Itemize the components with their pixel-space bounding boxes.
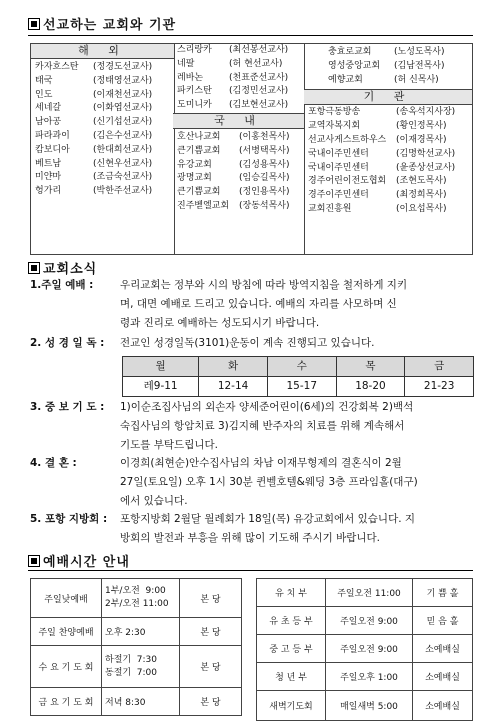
service-name: 금 요 기 도 회 [31, 688, 102, 716]
mission-person: (허 현선교사) [229, 58, 283, 69]
service-time: 하절기 7:30 동절기 7:00 [102, 646, 180, 688]
mission-entry [173, 131, 304, 145]
reading-cell: 18-20 [336, 377, 405, 397]
missions-title: 선교하는 교회와 기관 [43, 18, 177, 33]
mission-entry [173, 99, 304, 113]
mission-person: (한대희선교사) [93, 144, 153, 155]
mission-place: 세네갈 [35, 103, 62, 114]
worship-title-wrap [28, 551, 130, 570]
mission-place: 포항극동방송 [308, 107, 361, 118]
mission-entry [304, 162, 472, 176]
mission-person: (이재경목사) [396, 134, 447, 145]
mission-entry [31, 171, 174, 185]
service-time: 저녁 8:30 [102, 688, 180, 716]
mission-entry [304, 148, 472, 162]
org-list [304, 105, 472, 216]
reading-cell: 21-23 [405, 377, 474, 397]
news-text-5 [120, 510, 480, 548]
news-line: 이경희(최현순)안수집사님의 차남 이재무형제의 결혼식이 2월 [120, 457, 402, 469]
news-label-3: 3. 중 보 기 도 : [30, 401, 105, 413]
mission-person: (김남전목사) [394, 60, 445, 71]
dept-place: 소예배실 [413, 635, 473, 663]
mission-person: (송옥석지사장) [396, 107, 456, 118]
mission-place: 큰기쁨교회 [177, 187, 221, 198]
mission-entry [304, 120, 472, 134]
mission-person: (장동석목사) [239, 200, 290, 211]
mission-person: (박한주선교사) [93, 186, 153, 197]
day-cell: 화 [199, 357, 268, 377]
mission-entry [324, 74, 472, 88]
mission-place: 국내이주민센터 [308, 162, 369, 173]
news-label-2: 2. 성 경 일 독 : [30, 337, 105, 349]
news-line: 27일(토요일) 오후 1시 30분 퀸벨호텔&웨딩 3층 프라임홀(대구) [120, 476, 418, 488]
mission-place: 미얀마 [35, 172, 62, 183]
mission-place: 경주이주민센터 [308, 190, 369, 201]
square-bullet-icon [28, 555, 40, 567]
dept-name: 유 초 등 부 [257, 607, 326, 635]
mission-person: (조금숙선교사) [93, 172, 153, 183]
dept-name: 청 년 부 [257, 663, 326, 691]
mission-person: (이재천선교사) [93, 89, 153, 100]
mission-person: (정태영선교사) [93, 75, 153, 86]
mission-entry [173, 72, 304, 86]
mission-entry [31, 89, 174, 103]
mission-person: (이홍천목사) [239, 131, 290, 142]
service-name: 주일 찬양예배 [31, 618, 102, 646]
mission-entry [31, 61, 174, 75]
mission-person: (조현도목사) [396, 176, 447, 187]
reading-cell: 레9-11 [123, 377, 199, 397]
mission-place: 남아공 [35, 117, 62, 128]
mission-entry [173, 58, 304, 72]
overseas-header: 해 외 [31, 44, 174, 59]
mission-place: 스리랑카 [177, 45, 212, 55]
mission-entry [304, 189, 472, 203]
right-box [304, 43, 473, 255]
mission-entry [31, 185, 174, 199]
mission-entry [31, 116, 174, 130]
news-label-5: 5. 포항 지방회 : [30, 513, 108, 525]
worship-table-left [30, 578, 242, 716]
news-text-4 [120, 454, 480, 511]
square-bullet-icon [28, 262, 40, 274]
mission-place: 예향교회 [328, 74, 363, 85]
mission-person: (김보현선교사) [229, 100, 289, 111]
mission-person: (윤종상선교사) [396, 162, 456, 173]
mission-person: (황인정목사) [396, 121, 447, 132]
dept-time: 매일새벽 5:00 [326, 691, 413, 721]
domestic-list [173, 129, 304, 214]
mission-place: 국내이주민센터 [308, 148, 369, 159]
news-line: 1)이순조집사님의 외손자 양세준어린이(6세)의 건강회복 2)백석 [120, 401, 414, 413]
mission-place: 큰기쁨교회 [177, 145, 221, 156]
service-place: 본 당 [180, 618, 242, 646]
dept-name: 새벽기도회 [257, 691, 326, 721]
mission-entry [324, 46, 472, 60]
overseas-list-2 [173, 44, 304, 113]
news-label-4: 4. 결 혼 : [30, 457, 77, 469]
mission-person: (신현우선교사) [93, 158, 153, 169]
news-line: 에서 있습니다. [120, 495, 188, 507]
service-name: 수 요 기 도 회 [31, 646, 102, 688]
reading-cell: 15-17 [267, 377, 336, 397]
mission-person: (이요섭목사) [396, 203, 447, 214]
dept-name: 중 고 등 부 [257, 635, 326, 663]
mission-entry [31, 102, 174, 116]
mission-person: (서병택목사) [239, 145, 290, 156]
mission-entry [304, 175, 472, 189]
mission-person: (김성용목사) [239, 159, 290, 170]
mission-entry [173, 44, 304, 58]
mission-place: 네팔 [177, 58, 195, 69]
news-line: 기도를 부탁드립니다. [120, 439, 218, 451]
org-header: 기 관 [304, 89, 472, 105]
news-title: 교회소식 [43, 262, 98, 277]
reading-cell: 12-14 [199, 377, 268, 397]
mission-person: (임승길목사) [239, 173, 290, 184]
mission-place: 진주벧엘교회 [177, 200, 230, 211]
mission-person: (최선봉선교사) [229, 45, 289, 55]
day-cell: 수 [267, 357, 336, 377]
mission-place: 교회진흥원 [308, 203, 352, 214]
mission-entry [173, 145, 304, 159]
mission-place: 경주어린이전도협회 [308, 176, 387, 187]
mission-person: (최정희목사) [396, 190, 447, 201]
overseas-box [30, 43, 175, 255]
middle-box [173, 43, 305, 255]
mission-place: 인도 [35, 89, 53, 100]
news-text-3 [120, 398, 480, 455]
news-title-wrap [28, 258, 97, 277]
service-time: 1부/오전 9:00 2부/오전 11:00 [102, 579, 180, 618]
mission-place: 영성중앙교회 [328, 60, 381, 71]
service-name: 주일낮예배 [31, 579, 102, 618]
mission-place: 베트남 [35, 158, 62, 169]
mission-place: 카자흐스탄 [35, 62, 79, 72]
mission-entry [31, 144, 174, 158]
day-cell: 월 [123, 357, 199, 377]
mission-entry [173, 186, 304, 200]
news-line: 방회의 발전과 부흥을 위해 많이 기도해 주시기 바랍니다. [120, 532, 380, 544]
domestic-header: 국 내 [173, 113, 304, 129]
mission-person: (신기섭선교사) [93, 117, 153, 128]
dept-place: 믿 음 홀 [413, 607, 473, 635]
square-bullet-icon [28, 18, 40, 30]
service-time: 오후 2:30 [102, 618, 180, 646]
title-underline [28, 35, 473, 36]
missions-title-wrap [28, 14, 176, 33]
title-underline [28, 570, 473, 571]
service-place: 본 당 [180, 688, 242, 716]
dept-place: 소예배실 [413, 663, 473, 691]
worship-title: 예배시간 안내 [43, 555, 130, 570]
bible-reading-table [122, 356, 474, 397]
mission-entry [324, 60, 472, 74]
mission-place: 광명교회 [177, 173, 212, 184]
worship-table-right [256, 578, 473, 721]
mission-place: 호산나교회 [177, 131, 221, 142]
dept-time: 주일오전 9:00 [326, 607, 413, 635]
mission-person: (김정민선교사) [229, 86, 289, 97]
mission-place: 헝가리 [35, 186, 62, 197]
mission-person: (김은수선교사) [93, 130, 153, 141]
mission-place: 태국 [35, 75, 53, 86]
news-line: 령과 진리로 예배하는 성도되시기 바랍니다. [120, 317, 320, 329]
service-place: 본 당 [180, 579, 242, 618]
mission-person: (정인용목사) [239, 187, 290, 198]
mission-place: 유강교회 [177, 159, 212, 170]
dept-time: 주일오전 11:00 [326, 579, 413, 607]
dept-name: 유 치 부 [257, 579, 326, 607]
news-text-2: 전교인 성경일독(3101)운동이 계속 진행되고 있습니다. [120, 337, 375, 349]
dept-time: 주일오후 1:00 [326, 663, 413, 691]
mission-place: 교역자복지회 [308, 121, 361, 132]
news-line: 우리교회는 정부와 시의 방침에 따라 방역지침을 철저하게 지키 [120, 279, 408, 291]
day-cell: 금 [405, 357, 474, 377]
mission-entry [173, 172, 304, 186]
news-line: 며, 대면 예배로 드리고 있습니다. 예배의 자리를 사모하며 신 [120, 298, 397, 310]
news-line: 포항지방회 2월달 월례회가 18일(목) 유강교회에서 있습니다. 지 [120, 513, 416, 525]
church-list [304, 44, 472, 89]
mission-entry [31, 130, 174, 144]
dept-time: 주일오전 9:00 [326, 635, 413, 663]
mission-place: 파라과이 [35, 130, 70, 141]
mission-entry [31, 75, 174, 89]
mission-person: (노성도목사) [394, 47, 445, 57]
mission-person: (천표준선교사) [229, 72, 289, 83]
mission-person: (허 신목사) [394, 74, 439, 85]
mission-person: (정경도선교사) [93, 62, 153, 72]
overseas-list [31, 59, 174, 199]
mission-entry [304, 203, 472, 217]
mission-entry [173, 159, 304, 173]
mission-place: 도미니카 [177, 100, 212, 111]
mission-place: 캄보디아 [35, 144, 70, 155]
mission-place: 선교사게스트하우스 [308, 134, 387, 145]
mission-person: (이화엽선교사) [93, 103, 153, 114]
mission-place: 레바논 [177, 72, 204, 83]
mission-person: (김명학선교사) [396, 148, 456, 159]
dept-place: 기 쁨 홀 [413, 579, 473, 607]
mission-entry [173, 200, 304, 214]
mission-entry [31, 158, 174, 172]
mission-place: 충효로교회 [328, 47, 372, 57]
news-label-1: 1.주일 예배 : [30, 279, 94, 291]
mission-place: 파키스탄 [177, 86, 212, 97]
news-text-1 [120, 276, 480, 333]
mission-entry [304, 134, 472, 148]
service-place: 본 당 [180, 646, 242, 688]
mission-entry [173, 85, 304, 99]
day-cell: 목 [336, 357, 405, 377]
news-line: 숙집사님의 항암치료 3)김지혜 반주자의 치료를 위해 계속해서 [120, 420, 405, 432]
mission-entry [304, 106, 472, 120]
dept-place: 소예배실 [413, 691, 473, 721]
